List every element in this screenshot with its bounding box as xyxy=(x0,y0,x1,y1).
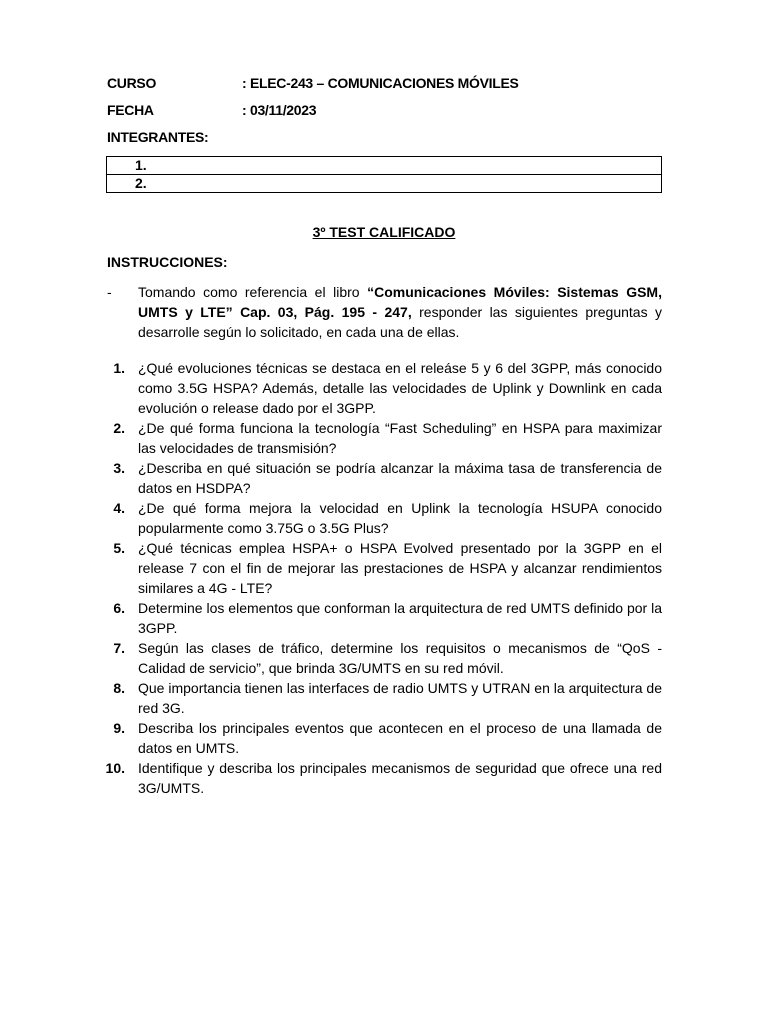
member-cell-1: 1. xyxy=(107,157,662,175)
question-number: 2. xyxy=(113,420,125,436)
list-item xyxy=(107,458,662,498)
question-number: 3. xyxy=(113,460,125,476)
table-row xyxy=(107,157,662,175)
members-table xyxy=(106,156,662,193)
course-label: CURSO xyxy=(107,75,157,91)
list-item xyxy=(107,498,662,538)
question-text: Describa los principales eventos que acontecen en el proceso de una llamada de datos en UMTS. xyxy=(138,720,662,756)
instructions-intro: Tomando como referencia el libro xyxy=(138,284,368,300)
bullet-dash: - xyxy=(107,284,112,300)
question-text: Según las clases de tráfico, determine los requisitos o mecanismos de “QoS - Calidad de servicio”, que brinda 3G/UMTS en su red móvil. xyxy=(138,640,662,676)
question-number: 8. xyxy=(113,680,125,696)
question-text: ¿Describa en qué situación se podría alcanzar la máxima tasa de transferencia de datos en HSDPA? xyxy=(138,460,662,496)
book-reference: “Comunicaciones Móviles: Sistemas GSM, UMTS y LTE” Cap. 03, Pág. 195 - 247, xyxy=(138,284,662,320)
member-cell-2: 2. xyxy=(107,175,662,193)
question-number: 9. xyxy=(113,720,125,736)
question-number: 1. xyxy=(113,360,125,376)
question-number: 7. xyxy=(113,640,125,656)
table-row xyxy=(107,175,662,193)
question-number: 4. xyxy=(113,500,125,516)
list-item xyxy=(107,358,662,418)
question-text: ¿De qué forma funciona la tecnología “Fast Scheduling” en HSPA para maximizar las velocidades de transmisión? xyxy=(138,420,662,456)
date-label: FECHA xyxy=(107,102,154,118)
instructions-paragraph xyxy=(107,282,662,342)
page-title: 3º TEST CALIFICADO xyxy=(312,224,456,240)
list-item xyxy=(107,538,662,598)
list-item xyxy=(107,758,662,798)
list-item xyxy=(107,598,662,638)
date-value: : 03/11/2023 xyxy=(242,102,317,118)
list-item xyxy=(107,718,662,758)
question-number: 10. xyxy=(105,760,125,776)
question-text: ¿De qué forma mejora la velocidad en Uplink la tecnología HSUPA conocido popularmente como 3.75G o 3.5G Plus? xyxy=(138,500,662,536)
question-text: Determine los elementos que conforman la arquitectura de red UMTS definido por la 3GPP. xyxy=(138,600,662,636)
course-value: : ELEC-243 – COMUNICACIONES MÓVILES xyxy=(242,75,519,91)
instructions-rest: responder las siguientes preguntas y desarrolle según lo solicitado, en cada una de ellas. xyxy=(138,304,662,340)
list-item xyxy=(107,418,662,458)
members-label: INTEGRANTES: xyxy=(107,129,209,145)
question-text: ¿Qué evoluciones técnicas se destaca en el releáse 5 y 6 del 3GPP, más conocido como 3.5G HSPA? Además, detalle las velocidades de Uplink y Downlink en cada evolución o release dado por el 3GPP. xyxy=(138,360,662,416)
question-text: ¿Qué técnicas emplea HSPA+ o HSPA Evolved presentado por la 3GPP en el release 7 con el fin de mejorar las prestaciones de HSPA y alcanzar rendimientos similares a 4G - LTE? xyxy=(138,540,662,596)
instructions-heading: INSTRUCCIONES: xyxy=(107,254,228,270)
questions-list xyxy=(107,358,662,798)
instructions-body xyxy=(138,282,662,342)
list-item xyxy=(107,678,662,718)
question-number: 6. xyxy=(113,600,125,616)
question-number: 5. xyxy=(113,540,125,556)
question-text: Identifique y describa los principales mecanismos de seguridad que ofrece una red 3G/UMTS. xyxy=(138,760,662,796)
question-text: Que importancia tienen las interfaces de radio UMTS y UTRAN en la arquitectura de red 3G. xyxy=(138,680,662,716)
list-item xyxy=(107,638,662,678)
